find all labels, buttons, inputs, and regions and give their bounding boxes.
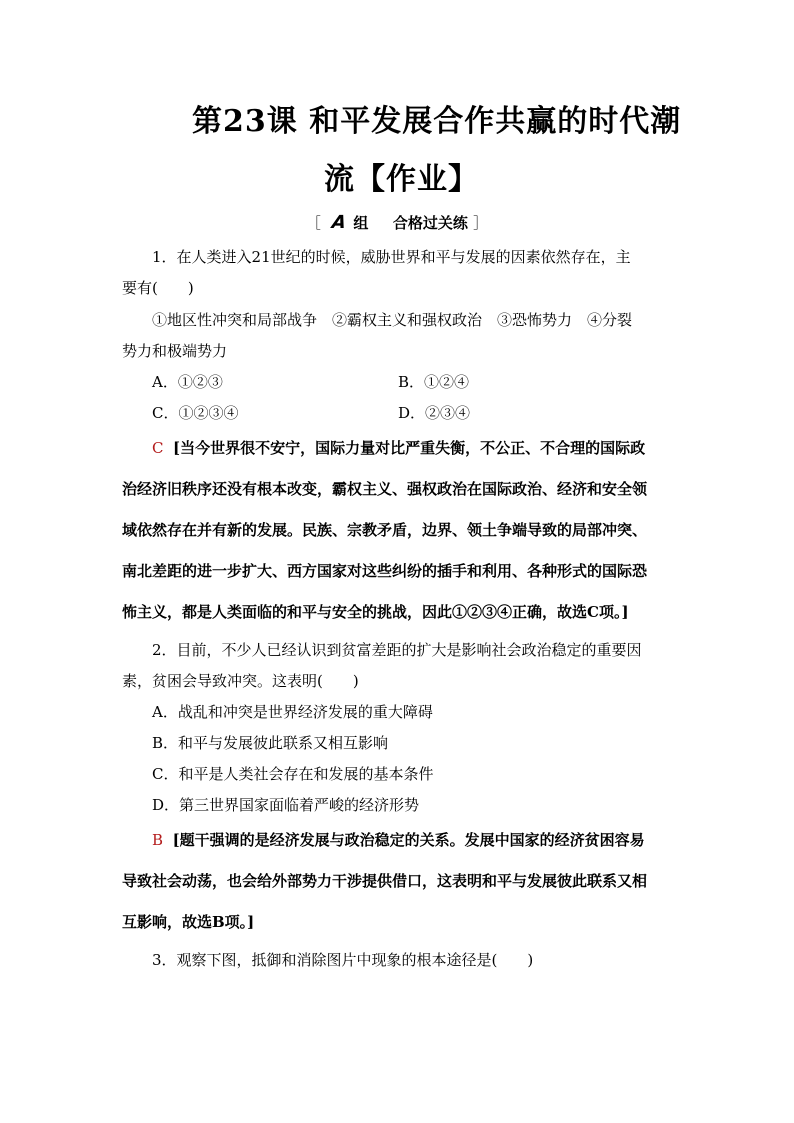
q1-explanation-text-1: [当今世界很不安宁，国际力量对比严重失衡，不公正、不合理的国际政 bbox=[173, 439, 646, 457]
q1-items-line-2: 势力和极端势力 bbox=[122, 342, 228, 360]
q2-option-a: A．战乱和冲突是世界经济发展的重大障碍 bbox=[152, 703, 433, 721]
q2-option-c: C．和平是人类社会存在和发展的基本条件 bbox=[152, 765, 434, 783]
q1-option-d: D．②③④ bbox=[398, 404, 471, 422]
q2-explanation-text-1: [题干强调的是经济发展与政治稳定的关系。发展中国家的经济贫困容易 bbox=[172, 831, 645, 849]
q1-stem-line-1: 1．在人类进入21世纪的时候，威胁世界和平与发展的因素依然存在，主 bbox=[152, 248, 631, 266]
q2-explanation-line-2: 导致社会动荡，也会给外部势力干涉提供借口，这表明和平与发展彼此联系又相 bbox=[122, 872, 648, 890]
q1-explanation-line-5: 怖主义，都是人类面临的和平与安全的挑战，因此①②③④正确，故选C项。] bbox=[122, 603, 629, 621]
section-open-bracket: ［ bbox=[305, 214, 321, 232]
q1-explanation-line-3: 域依然存在并有新的发展。民族、宗教矛盾，边界、领土争端导致的局部冲突、 bbox=[122, 521, 648, 539]
q1-items-line-1: ①地区性冲突和局部战争 ②霸权主义和强权政治 ③恐怖势力 ④分裂 bbox=[152, 311, 633, 329]
q1-stem-line-2: 要有( ) bbox=[122, 279, 194, 297]
q2-stem-line-1: 2．目前，不少人已经认识到贫富差距的扩大是影响社会政治稳定的重要因 bbox=[152, 641, 642, 659]
page-title-line-2: 流【作业】 bbox=[324, 162, 479, 197]
q1-option-c: C．①②③④ bbox=[152, 404, 239, 422]
q1-option-a: A．①②③ bbox=[152, 373, 223, 391]
page-title-line-1: 第23课 和平发展合作共赢的时代潮 bbox=[192, 104, 682, 139]
q1-explanation-line-4: 南北差距的进一步扩大、西方国家对这些纠纷的插手和利用、各种形式的国际恐 bbox=[122, 562, 648, 580]
q1-answer: C bbox=[152, 439, 164, 457]
q2-explanation-line-1 bbox=[152, 830, 645, 850]
q3-stem-line-1: 3．观察下图，抵御和消除图片中现象的根本途径是( ) bbox=[152, 951, 534, 969]
q1-explanation-line-2: 治经济旧秩序还没有根本改变，霸权主义、强权政治在国际政治、经济和安全领 bbox=[122, 480, 648, 498]
q1-explanation-line-1 bbox=[152, 438, 645, 458]
q2-option-b: B．和平与发展彼此联系又相互影响 bbox=[152, 734, 389, 752]
q1-option-b: B．①②④ bbox=[398, 373, 470, 391]
q2-option-d: D．第三世界国家面临着严峻的经济形势 bbox=[152, 796, 420, 814]
section-header bbox=[0, 212, 794, 233]
q2-stem-line-2: 素，贫困会导致冲突。这表明( ) bbox=[122, 672, 359, 690]
section-title: 合格过关练 bbox=[392, 214, 468, 232]
section-close-bracket: ］ bbox=[473, 214, 489, 232]
section-group-label: 组 bbox=[353, 214, 369, 232]
q2-explanation-line-3: 互影响，故选B项。] bbox=[122, 913, 255, 931]
group-a-badge: A bbox=[330, 212, 348, 233]
q2-answer: B bbox=[152, 831, 164, 849]
